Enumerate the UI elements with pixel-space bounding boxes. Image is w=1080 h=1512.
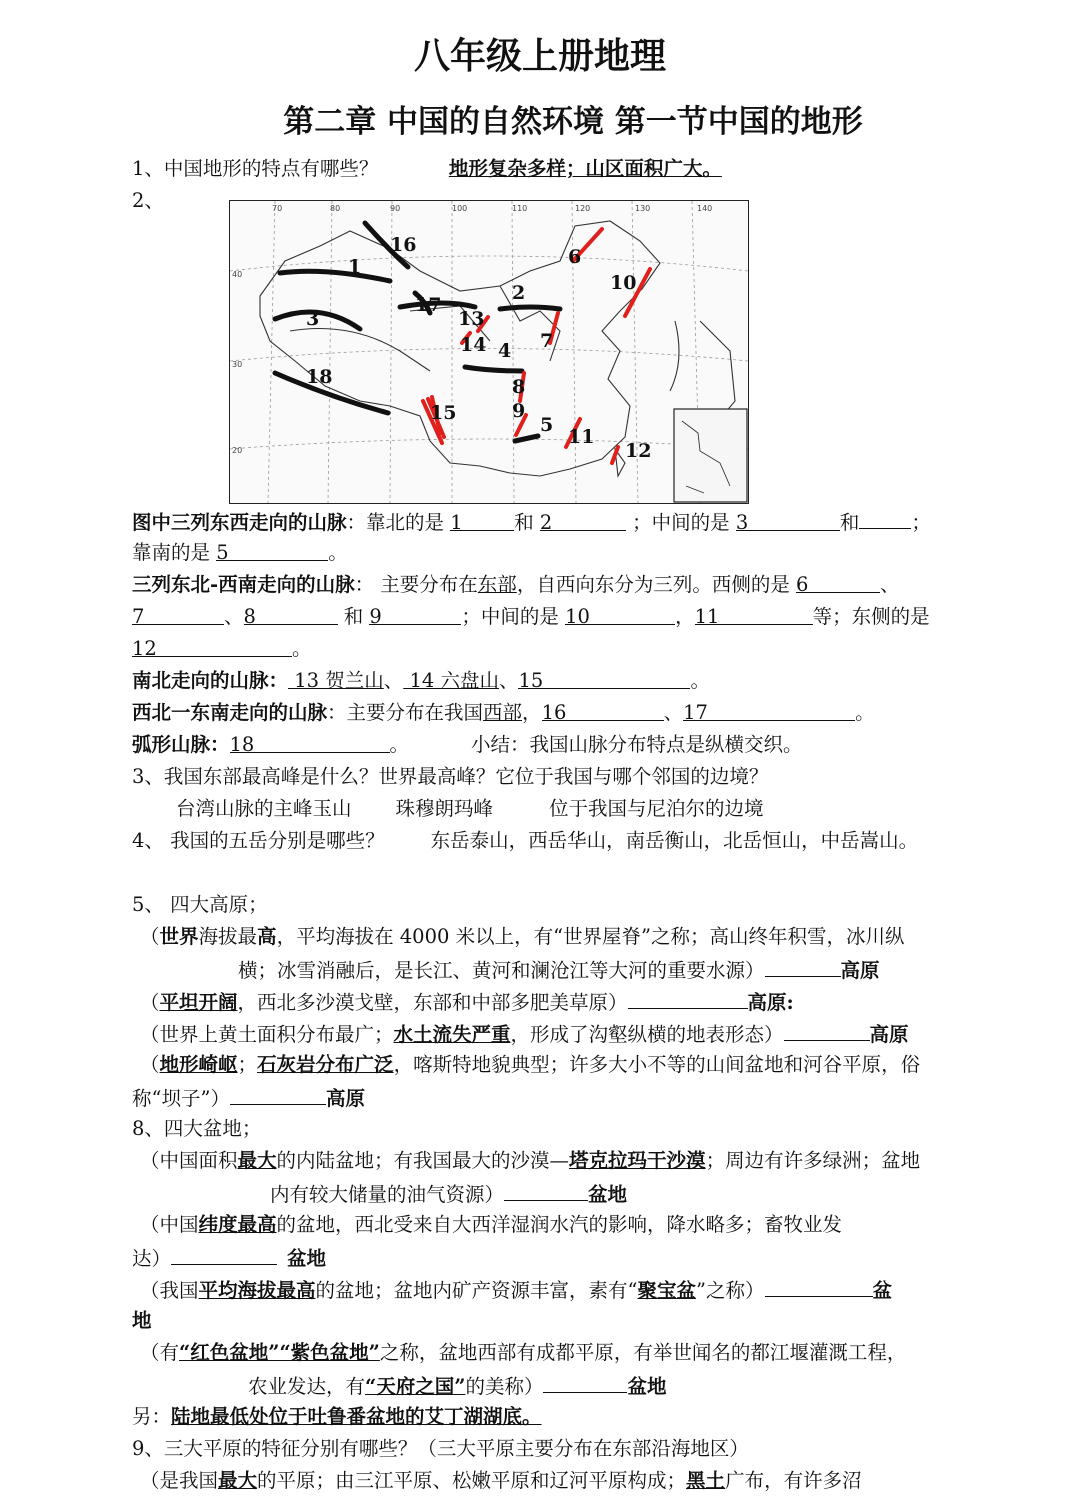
blank-1-value: 1 (450, 511, 463, 534)
blank-6-value: 6 (796, 573, 809, 596)
blank-3[interactable] (735, 508, 840, 534)
question-1-answer: 地形复杂多样；山区面积广大。 (448, 157, 722, 180)
q5-bold: 高原 (869, 1023, 909, 1046)
q5-text: （ (140, 925, 160, 948)
q8-bold: 最大 (237, 1149, 277, 1172)
blank-12-value: 12 (132, 637, 157, 660)
range-label-12: 12 (625, 440, 652, 462)
range-label-2: 2 (512, 282, 526, 304)
ne-text: 、 (880, 573, 900, 596)
question-2-number: 2、 (132, 189, 164, 212)
q8-bold: 平均海拔最高 (198, 1279, 316, 1302)
q5-bold: 地形崎岖 (159, 1053, 238, 1076)
q9-bold: 黑土 (686, 1469, 726, 1492)
plain-1-line (140, 1466, 1000, 1496)
question-1 (132, 154, 992, 184)
q8-text: 之称，盆地西部有成都平原，有举世闻名的都江堰灌溉工程， (379, 1341, 907, 1364)
q4-text: 4、 我国的五岳分别是哪些？ (132, 829, 385, 852)
q8-text: （中国面积 (140, 1149, 238, 1172)
question-3: 3、我国东部最高峰是什么？世界最高峰？它位于我国与哪个邻国的边境？ (132, 765, 769, 788)
q8-text: 另： (132, 1405, 172, 1428)
basin-note (132, 1402, 992, 1432)
longitude-tick-label: 130 (635, 204, 651, 213)
map-inset (674, 409, 747, 502)
q9-bold: 最大 (218, 1469, 258, 1492)
latitude-tick-label: 20 (232, 446, 243, 455)
arc-ranges-line (132, 730, 992, 760)
blank-16[interactable] (541, 698, 664, 724)
plateau-3-blank[interactable] (784, 1018, 870, 1041)
q8-bold: 地 (132, 1309, 152, 1332)
q8-bold: 陆地最低处位于吐鲁番盆地的艾丁湖湖底。 (171, 1405, 542, 1428)
basin-3-line-2 (132, 1306, 992, 1336)
q8-text: ”之称） (696, 1279, 765, 1302)
q8-text: （中国 (140, 1213, 199, 1236)
q8-bold: “红色盆地”“紫色盆地” (179, 1341, 380, 1364)
blank-10[interactable] (565, 602, 675, 628)
ns-ranges-line (132, 666, 992, 696)
ne-east-word: 东部 (477, 573, 517, 596)
arc-ranges-heading: 弧形山脉： (132, 733, 230, 756)
range-label-16: 16 (390, 234, 417, 256)
range-label-15: 15 (430, 402, 457, 424)
question-3-answers (176, 794, 1036, 824)
plateau-4-line-2 (132, 1082, 992, 1114)
plateau-2-blank[interactable] (628, 986, 748, 1009)
basin-2-line-2 (132, 1242, 992, 1274)
ne-text: 、 (224, 605, 244, 628)
nw-text: 。 (855, 701, 875, 724)
plateau-3-line (140, 1018, 1000, 1050)
map-canvas (230, 201, 748, 503)
q5-bold: 高原 (840, 959, 880, 982)
q8-text: （我国 (140, 1279, 199, 1302)
ns-text: 、 (498, 669, 519, 692)
q8-text: 的盆地，西北受来自大西洋湿润水汽的影响，降水略多；畜牧业发 (276, 1213, 843, 1236)
blank-16-value: 16 (541, 701, 567, 724)
ns-text: 。 (690, 669, 710, 692)
question-1-text: 1、中国地形的特点有哪些？ (132, 157, 379, 180)
ns-ranges-heading: 南北走向的山脉： (132, 669, 289, 692)
blank-1[interactable] (450, 508, 514, 534)
blank-9[interactable] (369, 602, 461, 628)
q5-bold: 石灰岩分布广泛 (257, 1053, 394, 1076)
ew-text: 和 (839, 511, 860, 534)
mountain-range-black (465, 367, 522, 371)
longitude-tick-label: 120 (575, 204, 591, 213)
blank-10-value: 10 (565, 605, 590, 628)
ew-text: 。 (328, 541, 348, 564)
range-label-4: 4 (498, 340, 512, 362)
blank-3-value: 3 (735, 511, 749, 534)
q8-text: 达） (132, 1247, 172, 1270)
plateau-2-line (140, 986, 1000, 1018)
ne-text: ，自西向东分为三列。西侧的是 (516, 573, 797, 596)
blank-11[interactable] (694, 602, 813, 628)
blank-5[interactable] (216, 538, 328, 564)
blank-12[interactable] (132, 634, 292, 660)
blank-8[interactable] (243, 602, 338, 628)
chapter-heading: 第二章 中国的自然环境 第一节中国的地形 (283, 104, 863, 140)
range-label-11: 11 (568, 426, 595, 448)
blank-15-value: 15 (518, 669, 544, 692)
ne-text: 。 (292, 637, 312, 660)
plateau-4-blank[interactable] (230, 1082, 326, 1105)
longitude-tick-label: 80 (330, 204, 341, 213)
ne-text: 和 (337, 605, 370, 628)
q5-bold: 高 (257, 925, 277, 948)
q5-bold: 高原: (747, 991, 794, 1014)
basin-4-line-1 (140, 1338, 1000, 1368)
longitude-tick-label: 90 (390, 204, 401, 213)
ew-ranges-line-2 (132, 538, 992, 568)
q9-text: （是我国 (140, 1469, 219, 1492)
china-mountain-map (229, 200, 749, 504)
longitude-tick-label: 100 (452, 204, 468, 213)
q5-bold: 水土流失严重 (393, 1023, 511, 1046)
ew-text: 和 (514, 511, 540, 534)
q5-bold: 平坦开阔 (159, 991, 238, 1014)
ne-ranges-line-2 (132, 602, 992, 632)
nw-text: ， (522, 701, 542, 724)
blank-13[interactable]: 13 贺兰山 (288, 669, 384, 692)
plateau-1-line-1 (140, 922, 1000, 952)
blank-2[interactable] (539, 508, 626, 534)
ew-text: ：靠北的是 (346, 511, 451, 534)
q5-text: ，西北多沙漠戈壁，东部和中部多肥美草原） (237, 991, 628, 1014)
blank-7[interactable] (132, 602, 224, 628)
range-label-6: 6 (568, 246, 582, 268)
q3-answer-1: 台湾山脉的主峰玉山 (176, 797, 352, 820)
range-label-8: 8 (512, 376, 526, 398)
range-label-9: 9 (512, 400, 526, 422)
range-label-5: 5 (540, 414, 554, 436)
q8-bold: 盆地 (627, 1375, 667, 1398)
q9-text: 广布，有许多沼 (725, 1469, 862, 1492)
nw-ranges-line (132, 698, 992, 728)
question-5: 5、 四大高原； (132, 893, 268, 916)
q5-text: （世界上黄土面积分布最广； (140, 1023, 394, 1046)
q8-bold: 盆地 (588, 1183, 628, 1206)
blank-14[interactable]: 14 六盘山 (403, 669, 499, 692)
latitude-tick-label: 40 (232, 270, 243, 279)
q8-text: （有 (140, 1341, 180, 1364)
range-label-10: 10 (610, 272, 637, 294)
basin-2-blank[interactable] (171, 1242, 277, 1265)
q5-text: （ (140, 991, 160, 1014)
q5-text: ，喀斯特地貌典型；许多大小不等的山间盆地和河谷平原，俗 (393, 1053, 921, 1076)
plateau-1-line-2 (238, 954, 1080, 986)
ns-text: 、 (383, 669, 404, 692)
q8-text: ；周边有许多绿洲；盆地 (705, 1149, 921, 1172)
basin-2-line-1 (140, 1210, 1000, 1240)
blank-15[interactable] (518, 666, 690, 692)
ne-text: ， (675, 605, 695, 628)
blank-9-value: 9 (369, 605, 382, 628)
question-8: 8、四大盆地； (132, 1117, 262, 1140)
question-4 (132, 826, 992, 856)
latitude-tick-label: 30 (232, 360, 243, 369)
blank-2-value: 2 (539, 511, 553, 534)
mountain-range-black (515, 436, 538, 441)
arc-summary: 小结：我国山脉分布特点是纵横交织。 (471, 733, 803, 756)
blank-18[interactable] (229, 730, 390, 756)
range-label-13: 13 (458, 308, 485, 330)
nw-ranges-heading: 西北一东南走向的山脉 (132, 701, 328, 724)
blank-18-value: 18 (229, 733, 255, 756)
basin-3-blank[interactable] (765, 1274, 873, 1297)
mountain-range-red (612, 447, 618, 463)
mountain-range-black (280, 271, 390, 281)
basin-4-line-2 (248, 1370, 1080, 1402)
ew-ranges-heading: 图中三列东西走向的山脉 (132, 511, 347, 534)
basin-3-line-1 (140, 1274, 1000, 1306)
basin-1-line-1 (140, 1146, 1000, 1176)
q5-text: 横；冰雪消融后，是长江、黄河和澜沧江等大河的重要水源） (238, 959, 765, 982)
q8-bold: “天府之国” (365, 1375, 466, 1398)
range-label-14: 14 (460, 334, 487, 356)
plateau-4-line-1 (140, 1050, 1000, 1080)
ne-text: ；中间的是 (461, 605, 566, 628)
q8-bold: 盆地 (287, 1247, 327, 1270)
q8-bold: 塔克拉玛干沙漠 (569, 1149, 706, 1172)
blank-11-value: 11 (694, 605, 720, 628)
basin-1-line-2 (270, 1178, 1080, 1210)
q5-bold: 世界 (159, 925, 199, 948)
q8-text: 农业发达，有 (248, 1375, 366, 1398)
range-label-3: 3 (306, 308, 320, 330)
blank-17[interactable] (683, 698, 855, 724)
q5-text: ，平均海拔在 4000 米以上，有“世界屋脊”之称；高山终年积雪，冰川纵 (276, 925, 905, 948)
ew-text: ；中间的是 (625, 511, 736, 534)
question-9: 9、三大平原的特征分别有哪些？（三大平原主要分布在东部沿海地区） (132, 1437, 749, 1460)
blank-8-value: 8 (243, 605, 256, 628)
q8-text: 的盆地；盆地内矿产资源丰富，素有“ (315, 1279, 638, 1302)
nw-west-word: 西部 (483, 701, 523, 724)
range-label-1: 1 (348, 256, 362, 278)
basin-1-blank[interactable] (504, 1178, 588, 1201)
ew-text: ； (911, 511, 931, 534)
basin-4-blank[interactable] (543, 1370, 627, 1393)
longitude-tick-label: 140 (697, 204, 713, 213)
range-label-17: 17 (415, 294, 442, 316)
q5-text: （ (140, 1053, 160, 1076)
q3-answer-3: 位于我国与尼泊尔的边境 (549, 797, 764, 820)
ew-ranges-line-1 (132, 506, 992, 538)
q5-text: ，形成了沟壑纵横的地表形态） (510, 1023, 784, 1046)
ne-text: 等；东侧的是 (812, 605, 930, 628)
longitude-tick-label: 70 (272, 204, 283, 213)
q8-bold: 聚宝盆 (637, 1279, 697, 1302)
longitude-tick-label: 110 (512, 204, 528, 213)
blank-6[interactable] (796, 570, 880, 596)
plateau-1-blank[interactable] (765, 954, 841, 977)
q5-text: 称“坝子”） (132, 1087, 230, 1110)
q8-bold: 盆 (872, 1279, 893, 1302)
mountain-range-black (500, 307, 560, 309)
document-title: 八年级上册地理 (413, 36, 666, 77)
q8-text: 的内陆盆地；有我国最大的沙漠— (276, 1149, 570, 1172)
arc-text: 。 (389, 733, 410, 756)
nw-text: ：主要分布在我国 (327, 701, 484, 724)
ne-ranges-line-1 (132, 570, 992, 600)
ne-ranges-heading: 三列东北-西南走向的山脉 (132, 573, 355, 596)
range-label-7: 7 (540, 330, 554, 352)
q8-text: 的美称） (465, 1375, 544, 1398)
q5-text: 海拔最 (198, 925, 258, 948)
q5-bold: 高原 (325, 1087, 365, 1110)
range-label-18: 18 (306, 366, 333, 388)
blank-4[interactable] (859, 506, 911, 529)
q8-text: 内有较大储量的油气资源） (270, 1183, 505, 1206)
blank-7-value: 7 (132, 605, 145, 628)
q4-answer: 东岳泰山，西岳华山，南岳衡山，北岳恒山，中岳嵩山。 (430, 829, 919, 852)
ne-text: ： 主要分布在 (354, 573, 478, 596)
q8-bold: 纬度最高 (198, 1213, 277, 1236)
ne-ranges-line-3 (132, 634, 992, 664)
blank-17-value: 17 (683, 701, 708, 724)
q5-text: ； (237, 1053, 258, 1076)
ew-text: 靠南的是 (132, 541, 217, 564)
nw-text: 、 (663, 701, 684, 724)
blank-5-value: 5 (216, 541, 229, 564)
q3-answer-2: 珠穆朗玛峰 (395, 797, 494, 820)
q9-text: 的平原；由三江平原、松嫩平原和辽河平原构成； (257, 1469, 687, 1492)
